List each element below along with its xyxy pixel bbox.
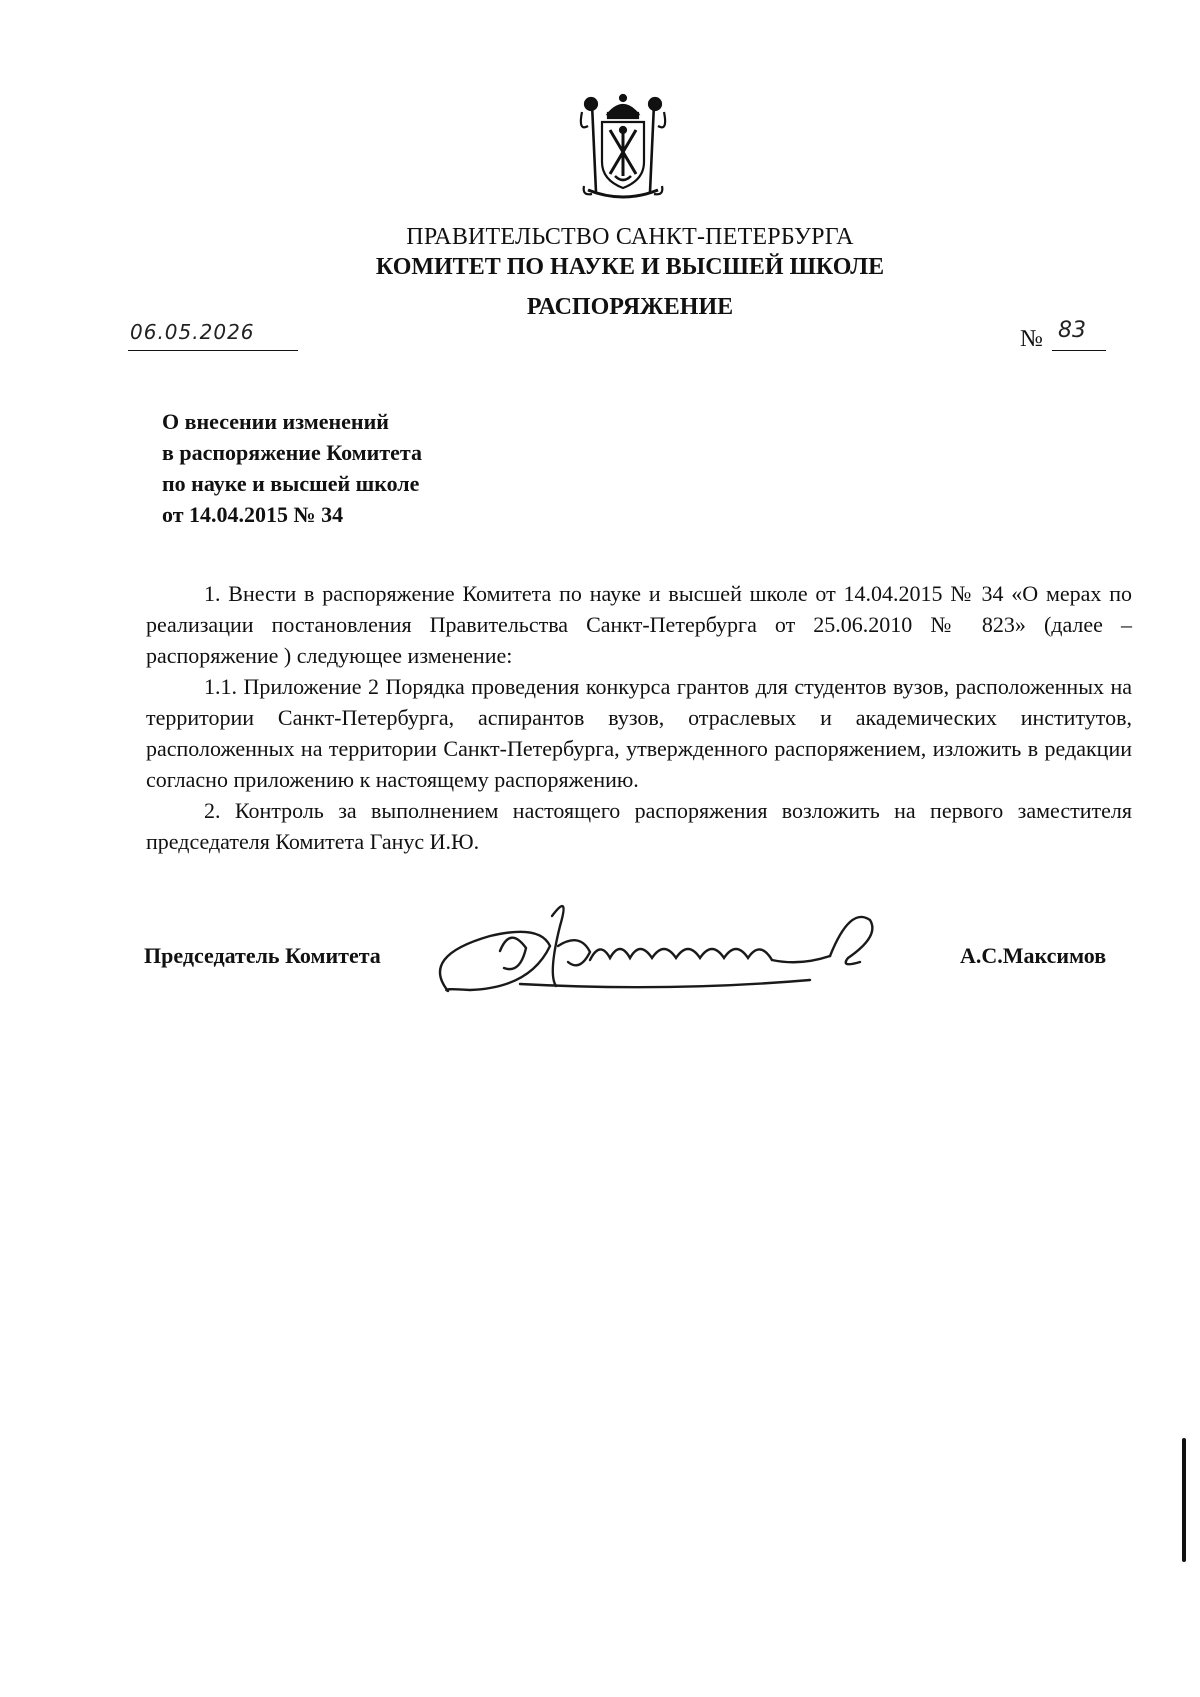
committee-name: КОМИТЕТ ПО НАУКЕ И ВЫСШЕЙ ШКОЛЕ	[375, 254, 885, 280]
date-value: 06.05.2026	[130, 320, 255, 344]
date-field	[128, 320, 298, 351]
body-paragraph: 1.1. Приложение 2 Порядка проведения конкурса грантов для студентов вузов, расположенных на территории Санкт-Петербурга, аспирантов вузов, отраслевых и академических институтов, расположенных на территории Санкт-Петербурга, утвержденного распоряжением, изложить в редакции согласно приложению к настоящему распоряжению.	[146, 674, 1132, 792]
subject-line: в распоряжение Комитета	[162, 440, 422, 465]
subject-line: по науке и высшей школе	[162, 471, 420, 496]
number-label: №	[1020, 326, 1043, 352]
coat-of-arms-icon	[568, 92, 678, 202]
signatory-name: А.С.Максимов	[960, 943, 1107, 968]
government-name: ПРАВИТЕЛЬСТВО САНКТ-ПЕТЕРБУРГА	[406, 224, 854, 250]
body-paragraph: 1. Внести в распоряжение Комитета по науке и высшей школе от 14.04.2015 № 34 «О мерах по реализации постановления Правительства Санкт-Петербурга от 25.06.2010 № 823» (далее – распоряжение ) следующее изменение:	[146, 581, 1132, 668]
handwritten-signature	[430, 896, 970, 1006]
signatory-position: Председатель Комитета	[144, 943, 381, 968]
number-value: 83	[1058, 318, 1086, 343]
subject-block	[162, 406, 422, 530]
document-body	[146, 578, 1132, 857]
document-type: РАСПОРЯЖЕНИЕ	[526, 294, 734, 320]
subject-line: О внесении изменений	[162, 409, 389, 434]
scan-edge-mark	[1182, 1438, 1186, 1562]
body-paragraph: 2. Контроль за выполнением настоящего распоряжения возложить на первого заместителя председателя Комитета Ганус И.Ю.	[146, 798, 1132, 854]
subject-line: от 14.04.2015 № 34	[162, 502, 344, 527]
number-field	[1052, 320, 1106, 351]
